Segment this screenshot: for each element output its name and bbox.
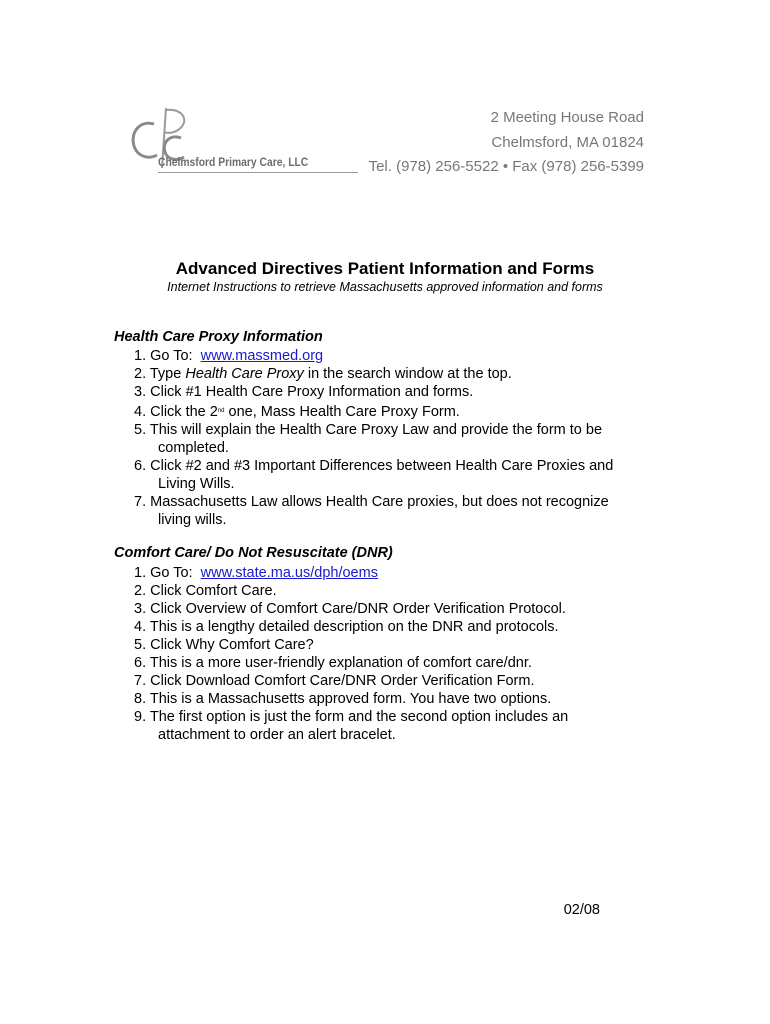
state-dph-oems-link[interactable]: www.state.ma.us/dph/oems	[200, 565, 378, 581]
address-line-2: Chelmsford, MA 01824	[491, 134, 644, 151]
list-item: 4. This is a lengthy detailed description on the DNR and protocols.	[134, 619, 559, 635]
document-date: 02/08	[563, 902, 600, 918]
logo-underline	[158, 172, 358, 173]
list-item: 5. This will explain the Health Care Proxy Law and provide the form to be completed.	[134, 422, 603, 456]
list-item: 7. Click Download Comfort Care/DNR Order Verification Form.	[134, 673, 535, 689]
list-item: 6. This is a more user-friendly explanation of comfort care/dnr.	[134, 655, 532, 671]
list-item: 2. Click Comfort Care.	[134, 583, 277, 599]
phone-fax: Tel. (978) 256-5522 • Fax (978) 256-5399	[368, 158, 644, 175]
list-item: 4. Click the 2nd one, Mass Health Care Proxy Form.	[134, 404, 460, 420]
list-item: 5. Click Why Comfort Care?	[134, 637, 314, 653]
list-item: 1. Go To: www.massmed.org	[134, 348, 324, 364]
list-item: 7. Massachusetts Law allows Health Care proxies, but does not recognize living wills.	[134, 494, 609, 528]
list-item: 9. The first option is just the form and the second option includes an attachment to order an alert bracelet.	[134, 709, 569, 743]
practice-name: Chelmsford Primary Care, LLC	[158, 155, 309, 169]
section-heading-health-care-proxy: Health Care Proxy Information	[114, 329, 323, 345]
list-item: 6. Click #2 and #3 Important Differences between Health Care Proxies and Living Wills.	[134, 458, 614, 492]
list-item: 2. Type Health Care Proxy in the search window at the top.	[134, 366, 512, 382]
list-item: 8. This is a Massachusetts approved form. You have two options.	[134, 691, 552, 707]
massmed-link[interactable]: www.massmed.org	[200, 348, 324, 364]
list-item: 3. Click Overview of Comfort Care/DNR Order Verification Protocol.	[134, 601, 566, 617]
document-title: Advanced Directives Patient Information and Forms	[175, 259, 595, 278]
document-subtitle: Internet Instructions to retrieve Massachusetts approved information and forms	[167, 280, 603, 294]
practice-logo	[126, 102, 362, 182]
list-item: 3. Click #1 Health Care Proxy Information and forms.	[134, 384, 474, 400]
address-line-1: 2 Meeting House Road	[490, 109, 644, 126]
list-item: 1. Go To: www.state.ma.us/dph/oems	[134, 565, 378, 581]
section-heading-comfort-care-dnr: Comfort Care/ Do Not Resuscitate (DNR)	[114, 545, 393, 561]
